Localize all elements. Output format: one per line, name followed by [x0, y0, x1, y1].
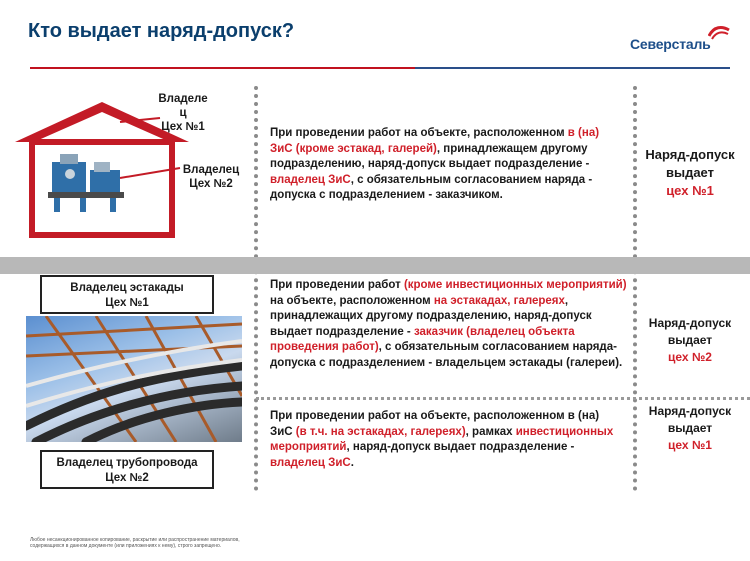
row1-description [270, 126, 610, 204]
text-run: инвестиционных мероприятий [270, 425, 614, 453]
machine-icon [48, 154, 124, 212]
estakada-owner-box: Владелец эстакады Цех №1 [40, 275, 214, 314]
text-run: При проведении работ на объекте, расположенном в (на) ЗиС [270, 410, 600, 438]
text-run: При проведении работ на объекте, расположенном [270, 127, 568, 139]
footnote: Любое несанкционированное копирование, раскрытие или распространение материалов, содержащихся в данном документе (или приложениях к нему), строго запрещено. [30, 537, 240, 549]
logo-text: Северсталь [630, 36, 711, 52]
text-run: , наряд-допуск выдает подразделение - [346, 441, 575, 453]
text-run: на эстакадах, галереях [433, 294, 565, 307]
row3-result: Наряд-допуск выдает цех №1 [640, 403, 740, 454]
text-run: на объекте, расположенном [270, 294, 434, 307]
row3-description [270, 409, 620, 471]
text-run: заказчик (владелец объекта проведения работ) [270, 325, 575, 353]
pipeline-photo [26, 316, 242, 442]
owner-top-label: Владеле ц Цех №1 [158, 93, 208, 133]
row3-result-code: цех №1 [668, 438, 712, 452]
row1-result-code: цех №1 [666, 183, 714, 198]
text-run: в (на) ЗиС (кроме эстакад, галерей) [270, 127, 600, 155]
text-run: . [350, 456, 354, 469]
text-run: , рамках [465, 425, 516, 438]
header-divider [30, 67, 730, 69]
text-run: (в т.ч. на эстакадах, галереях) [295, 425, 466, 438]
column-divider-left [254, 86, 258, 491]
text-run: владелец ЗиС [270, 456, 351, 469]
column-divider-right [633, 86, 637, 491]
pipe-owner-box: Владелец трубопровода Цех №2 [40, 450, 214, 489]
text-run: При проведении работ [270, 279, 404, 291]
row2-result: Наряд-допуск выдает цех №2 [640, 315, 740, 366]
row-separator-band [0, 257, 750, 274]
owner-inner-label: Владелец Цех №2 [182, 164, 240, 190]
row2-result-code: цех №2 [668, 350, 712, 364]
row2-description [270, 278, 628, 371]
page-title: Кто выдает наряд-допуск? [28, 20, 295, 42]
text-run: владелец ЗиС [270, 173, 351, 186]
text-run: , принадлежащем другому подразделению, наряд-допуск выдает подразделение - [270, 142, 590, 170]
logo-mark-icon [708, 24, 730, 40]
text-run: , с обязательным согласованием наряда - допуска с подразделением - заказчиком. [270, 173, 593, 201]
text-run: , с обязательным согласованием наряда-допуска с подразделением - владельцем эстакады (галереи). [270, 341, 623, 369]
row1-result: Наряд-допуск выдает цех №1 [640, 146, 740, 200]
row-separator-dots [256, 397, 750, 400]
text-run: , принадлежащих другому подразделению, наряд-допуск выдает подразделение - [270, 294, 592, 338]
severstal-logo [630, 22, 730, 62]
text-run: (кроме инвестиционных мероприятий) [403, 279, 627, 291]
